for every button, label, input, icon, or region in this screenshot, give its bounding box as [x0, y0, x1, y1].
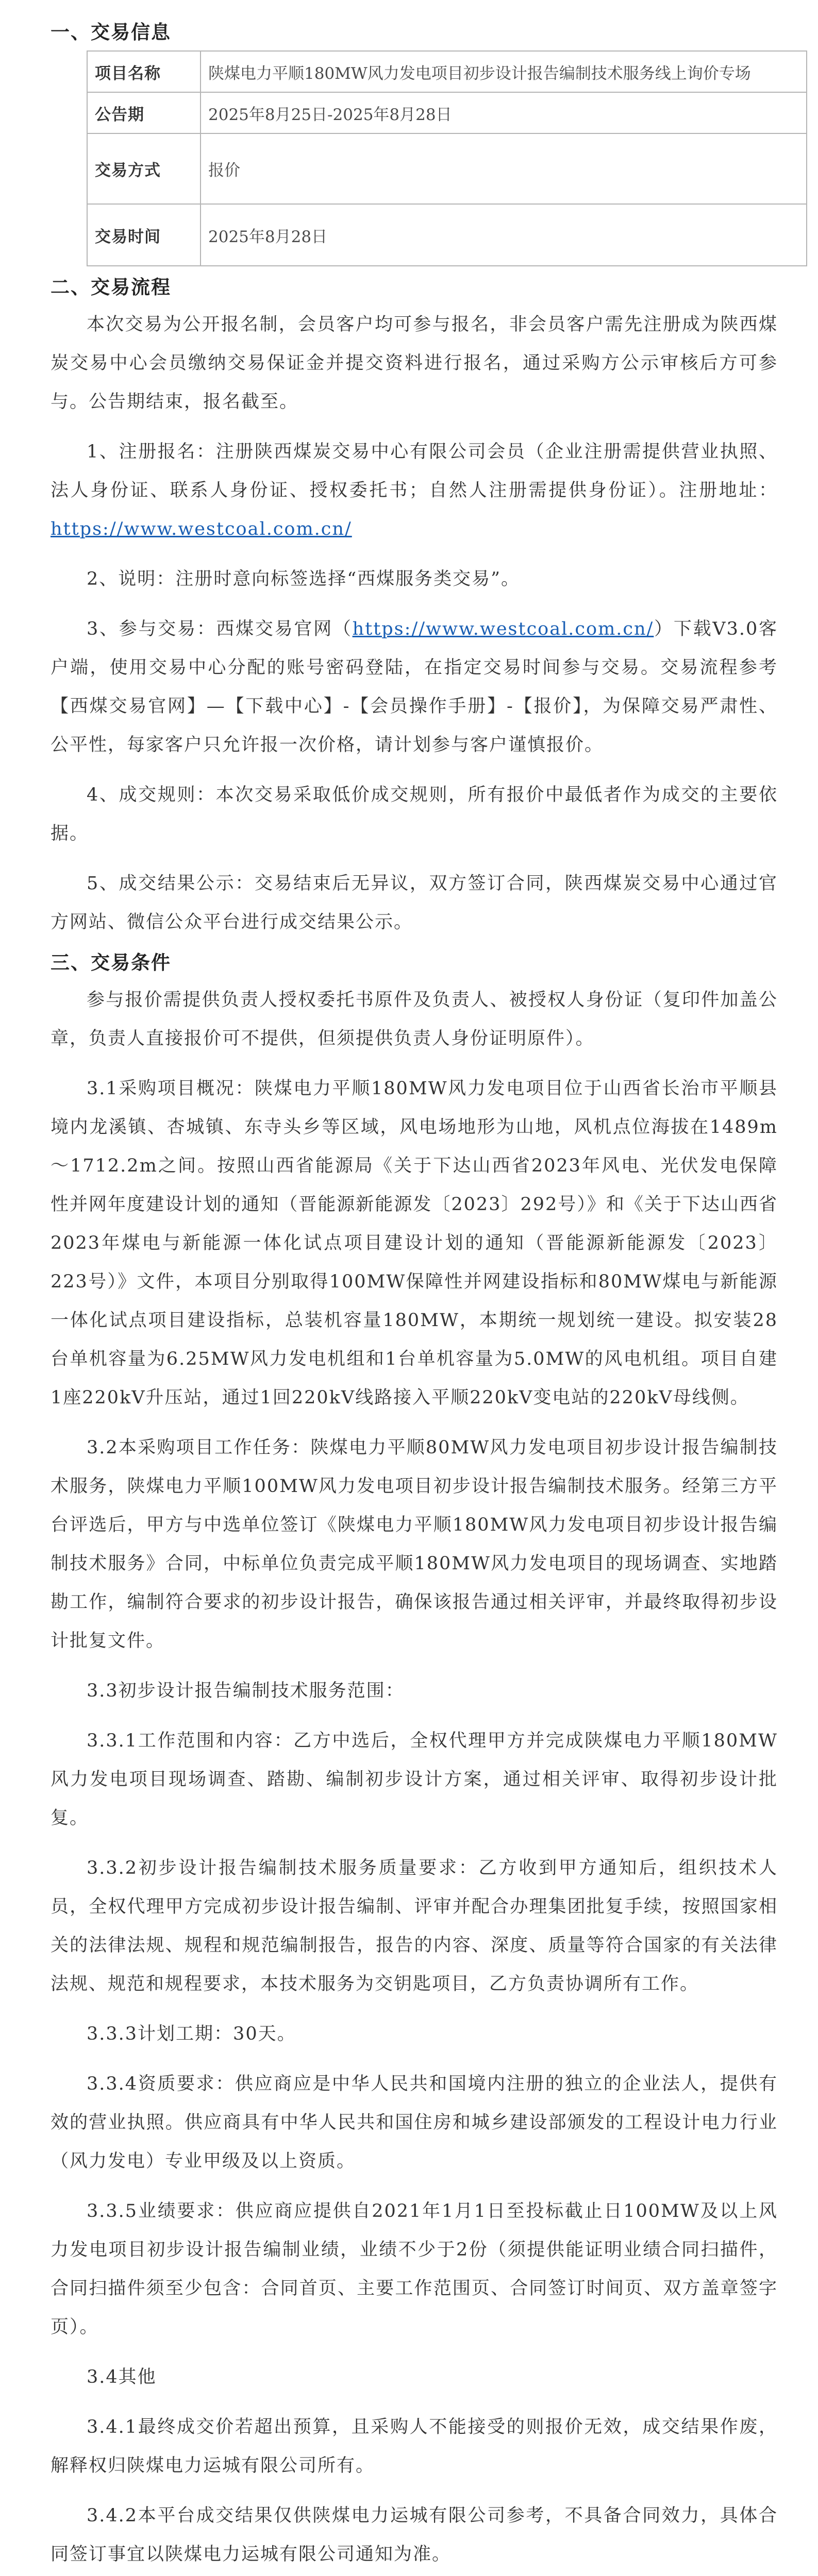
- condition-3-3: 3.3初步设计报告编制技术服务范围：: [87, 1681, 405, 1701]
- process-item-register: [51, 433, 778, 549]
- value-project-name: 陕煤电力平顺180MW风力发电项目初步设计报告编制技术服务线上询价专场: [201, 51, 807, 92]
- label-notice-period: 公告期: [87, 92, 201, 133]
- table-row: [87, 92, 807, 133]
- condition-3-3-4: 3.3.4资质要求：供应商应是中华人民共和国境内注册的独立的企业法人，提供有效的营业执照。供应商具有中华人民共和国住房和城乡建设部颁发的工程设计电力行业（风力发电）专业甲级及以上资质。: [51, 2074, 778, 2172]
- condition-3-4-1: 3.4.1最终成交价若超出预算，且采购人不能接受的则报价无效，成交结果作废，解释权归陕煤电力运城有限公司所有。: [51, 2417, 778, 2476]
- label-project-name: 项目名称: [87, 51, 201, 92]
- participate-text-pre: 3、参与交易：西煤交易官网（: [87, 619, 353, 639]
- conditions-intro: 参与报价需提供负责人授权委托书原件及负责人、被授权人身份证（复印件加盖公章，负责人直接报价可不提供，但须提供负责人身份证明原件）。: [51, 990, 778, 1049]
- process-item-register-text: 1、注册报名：注册陕西煤炭交易中心有限公司会员（企业注册需提供营业执照、法人身份证、联系人身份证、授权委托书；自然人注册需提供身份证）。注册地址：: [51, 442, 778, 501]
- section-title-trade-process: 二、交易流程: [51, 276, 171, 298]
- condition-3-4: 3.4其他: [87, 2367, 157, 2387]
- condition-3-4-2: 3.4.2本平台成交结果仅供陕煤电力运城有限公司参考，不具备合同效力，具体合同签订事宜以陕煤电力运城有限公司通知为准。: [51, 2505, 778, 2565]
- official-site-link[interactable]: https://www.westcoal.com.cn/: [352, 619, 654, 639]
- condition-3-2: 3.2本采购项目工作任务：陕煤电力平顺80MW风力发电项目初步设计报告编制技术服务，陕煤电力平顺100MW风力发电项目初步设计报告编制技术服务。经第三方平台评选后，甲方与中选单位签订《陕煤电力平顺180MW风力发电项目初步设计报告编制技术服务》合同，中标单位负责完成平顺180MW风力发电项目的现场调查、实地踏勘工作，编制符合要求的初步设计报告，确保该报告通过相关评审，并最终取得初步设计批复文件。: [51, 1437, 778, 1651]
- register-link[interactable]: https://www.westcoal.com.cn/: [51, 519, 352, 539]
- process-item-result: 5、成交结果公示：交易结束后无异议，双方签订合同，陕西煤炭交易中心通过官方网站、微信公众平台进行成交结果公示。: [51, 873, 778, 933]
- table-row: [87, 204, 807, 266]
- condition-3-3-3: 3.3.3计划工期：30天。: [87, 2024, 296, 2044]
- section-title-trade-conditions: 三、交易条件: [51, 952, 171, 974]
- table-row: [87, 133, 807, 204]
- condition-3-3-2: 3.3.2初步设计报告编制技术服务质量要求：乙方收到甲方通知后，组织技术人员，全权代理甲方完成初步设计报告编制、评审并配合办理集团批复手续，按照国家相关的法律法规、规程和规范编制报告，报告的内容、深度、质量等符合国家的有关法律法规、规范和规程要求，本技术服务为交钥匙项目，乙方负责协调所有工作。: [51, 1858, 778, 1994]
- process-item-note: 2、说明：注册时意向标签选择“西煤服务类交易”。: [87, 569, 521, 589]
- section-title-trade-info: 一、交易信息: [51, 21, 171, 43]
- condition-3-3-1: 3.3.1工作范围和内容：乙方中选后，全权代理甲方并完成陕煤电力平顺180MW风力发电项目现场调查、踏勘、编制初步设计方案，通过相关评审、取得初步设计批复。: [51, 1731, 778, 1828]
- value-trade-time: 2025年8月28日: [201, 204, 807, 266]
- label-trade-time: 交易时间: [87, 204, 201, 266]
- condition-3-1: 3.1采购项目概况：陕煤电力平顺180MW风力发电项目位于山西省长治市平顺县境内龙溪镇、杏城镇、东寺头乡等区域，风电场地形为山地，风机点位海拔在1489m～1712.2m之间。按照山西省能源局《关于下达山西省2023年风电、光伏发电保障性并网年度建设计划的通知（晋能源新能源发〔2023〕292号）》和《关于下达山西省2023年煤电与新能源一体化试点项目建设计划的通知（晋能源新能源发〔2023〕223号）》文件，本项目分别取得100MW保障性并网建设指标和80MW煤电与新能源一体化试点项目建设指标，总装机容量180MW，本期统一规划统一建设。拟安装28台单机容量为6.25MW风力发电机组和1台单机容量为5.0MW的风电机组。项目自建1座220kV升压站，通过1回220kV线路接入平顺220kV变电站的220kV母线侧。: [51, 1078, 778, 1408]
- condition-3-3-5: 3.3.5业绩要求：供应商应提供自2021年1月1日至投标截止日100MW及以上风力发电项目初步设计报告编制业绩，业绩不少于2份（须提供能证明业绩合同扫描件，合同扫描件须至少包含：合同首页、主要工作范围页、合同签订时间页、双方盖章签字页）。: [51, 2201, 778, 2337]
- participate-text-post: ）下载V3.0客户端，使用交易中心分配的账号密码登陆，在指定交易时间参与交易。交易流程参考【西煤交易官网】—【下载中心】-【会员操作手册】-【报价】，为保障交易严肃性、公平性，每家客户只允许报一次价格，请计划参与客户谨慎报价。: [51, 619, 778, 755]
- value-notice-period: 2025年8月25日-2025年8月28日: [201, 92, 807, 133]
- table-row: [87, 51, 807, 92]
- value-trade-method: 报价: [201, 133, 807, 204]
- label-trade-method: 交易方式: [87, 133, 201, 204]
- process-item-rule: 4、成交规则：本次交易采取低价成交规则，所有报价中最低者作为成交的主要依据。: [51, 785, 778, 844]
- trade-info-table: [87, 50, 807, 266]
- process-item-participate: [51, 610, 778, 765]
- process-intro: 本次交易为公开报名制，会员客户均可参与报名，非会员客户需先注册成为陕西煤炭交易中心会员缴纳交易保证金并提交资料进行报名，通过采购方公示审核后方可参与。公告期结束，报名截至。: [51, 314, 778, 412]
